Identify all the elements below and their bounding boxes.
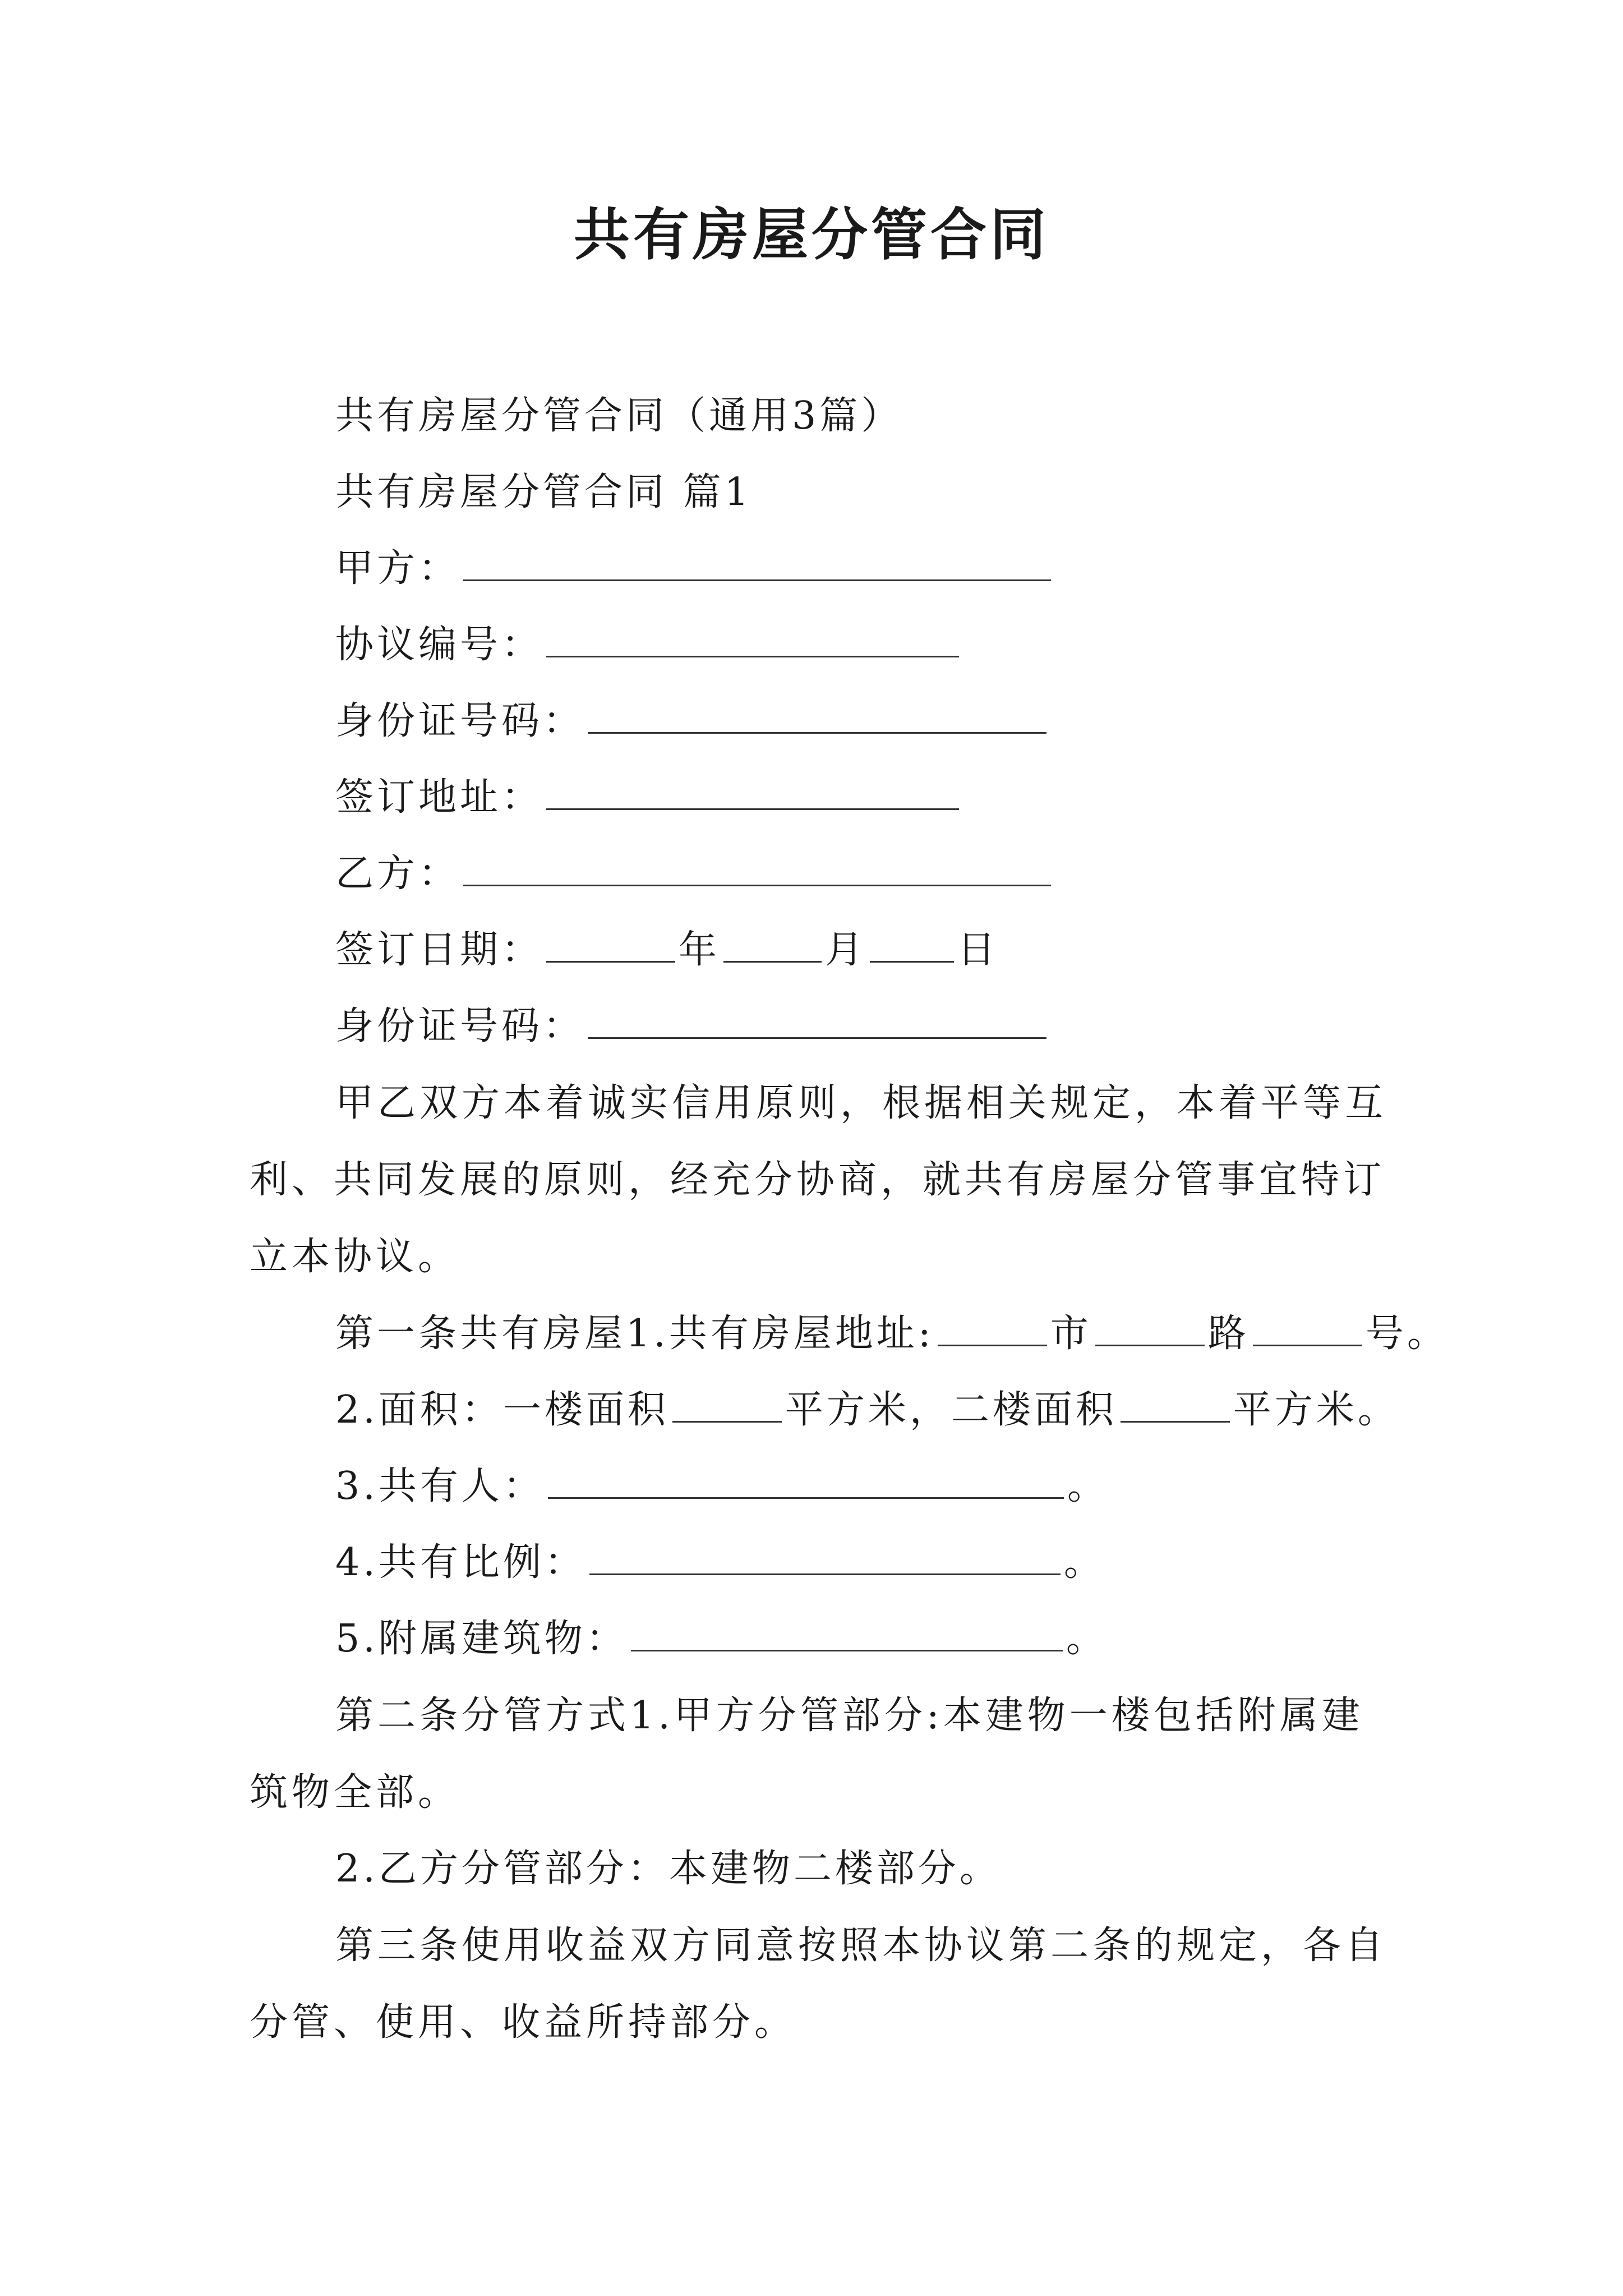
article1-co-owner: [335, 1448, 1109, 1525]
party-b-label: 乙方：: [335, 852, 460, 896]
section-heading: 共有房屋分管合同 篇1: [335, 470, 752, 514]
co-owner-end: 。: [1067, 1464, 1109, 1508]
month-blank: [723, 928, 822, 963]
month-label: 月: [825, 928, 867, 972]
co-owner-blank: [548, 1465, 1064, 1499]
city-label: 市: [1050, 1312, 1092, 1356]
id-number-b-field: [335, 988, 1050, 1065]
id-number-b-label: 身份证号码：: [335, 1004, 585, 1048]
party-a-field: [335, 531, 1054, 607]
sign-date-field: [335, 912, 999, 988]
floor1-area-blank: [672, 1388, 782, 1423]
article1-ratio: [335, 1525, 1105, 1601]
road-blank: [1095, 1312, 1205, 1346]
attached-label: 5.附属建筑物：: [335, 1617, 628, 1661]
agreement-number-field: [335, 607, 962, 683]
ratio-end: 。: [1063, 1540, 1105, 1585]
id-number-a-label: 身份证号码：: [335, 699, 585, 743]
ratio-blank: [589, 1541, 1061, 1575]
article1-address: [335, 1296, 1449, 1372]
city-blank: [938, 1312, 1047, 1346]
id-number-a-blank: [588, 700, 1046, 734]
article1-attached: [335, 1601, 1108, 1677]
sign-address-field: [335, 760, 962, 836]
agreement-number-blank: [546, 623, 959, 657]
agreement-number-label: 协议编号：: [335, 623, 543, 667]
party-b-field: [335, 836, 1054, 912]
document-subtitle: 共有房屋分管合同（通用3篇）: [335, 394, 903, 438]
intro-paragraph: 甲乙双方本着诚实信用原则，根据相关规定，本着平等互利、共同发展的原则，经充分协商，就共有房屋分管事宜特订立本协议。: [250, 1081, 1387, 1279]
id-number-b-blank: [588, 1005, 1046, 1039]
ratio-label: 4.共有比例：: [335, 1540, 586, 1585]
day-label: 日: [957, 928, 999, 972]
road-label: 路: [1207, 1312, 1249, 1356]
year-blank: [546, 928, 675, 963]
sign-address-blank: [546, 776, 959, 810]
party-b-blank: [463, 852, 1051, 886]
attached-blank: [631, 1617, 1063, 1651]
party-a-blank: [463, 547, 1051, 581]
area-mid: 平方米，二楼面积: [785, 1388, 1117, 1432]
year-label: 年: [679, 928, 721, 972]
article1-area: [335, 1372, 1399, 1448]
floor2-area-blank: [1121, 1388, 1230, 1423]
article2-paragraph: 第二条分管方式1.甲方分管部分:本建物一楼包括附属建筑物全部。: [250, 1694, 1364, 1815]
id-number-a-field: [335, 683, 1050, 760]
article1-prefix: 第一条共有房屋1.共有房屋地址:: [335, 1312, 934, 1356]
day-blank: [870, 928, 954, 963]
document-title: 共有房屋分管合同: [574, 201, 1049, 268]
article3-paragraph: 第三条使用收益双方同意按照本协议第二条的规定，各自分管、使用、收益所持部分。: [250, 1924, 1387, 2045]
house-number-blank: [1253, 1312, 1362, 1346]
area-suffix: 平方米。: [1233, 1388, 1399, 1432]
area-prefix: 2.面积：一楼面积: [335, 1388, 669, 1432]
sign-date-label: 签订日期：: [335, 928, 543, 972]
sign-address-label: 签订地址：: [335, 775, 543, 820]
attached-end: 。: [1066, 1617, 1108, 1661]
co-owner-label: 3.共有人：: [335, 1464, 545, 1508]
article2-b-line: 2.乙方分管部分：本建物二楼部分。: [335, 1847, 1001, 1891]
number-label: 号。: [1365, 1312, 1449, 1356]
party-a-label: 甲方：: [335, 546, 460, 591]
